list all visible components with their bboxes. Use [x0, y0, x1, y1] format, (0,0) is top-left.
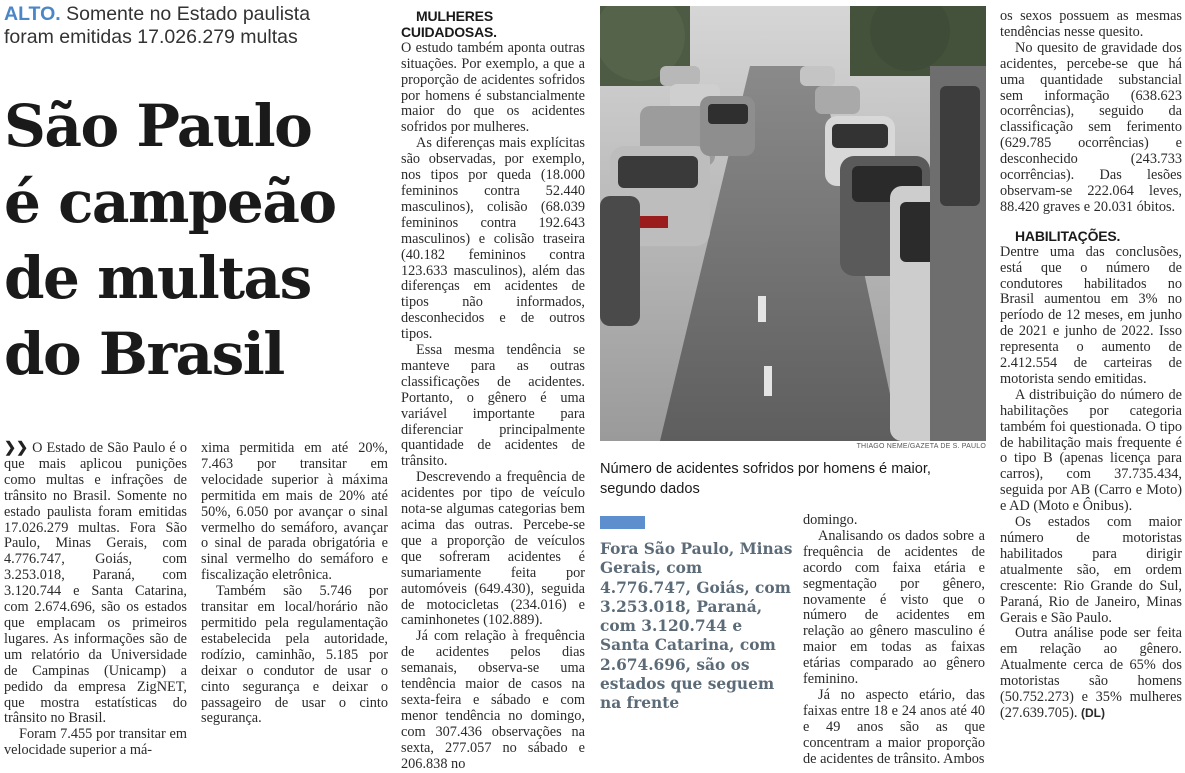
article-column-4 [803, 513, 985, 768]
kicker-tag: ALTO. [4, 3, 61, 25]
photo-credit: THIAGO NEME/GAZETA DE S. PAULO [856, 443, 986, 450]
paragraph [1000, 626, 1182, 721]
article-column-1 [4, 441, 187, 759]
kicker [4, 3, 384, 49]
paragraph: Descrevendo a frequência de acidentes por tipo de veículo nota-se algumas categorias bem acima das outras. Percebe-se que a proporção de veículos que sofreram acidentes é sumariamente feita por automóveis (649.430), seguida de motocicletas (234.016) e caminhonetes (102.889). [401, 469, 585, 629]
headline-line-2: é campeão [4, 168, 336, 236]
kicker-line1: Somente no Estado paulista [60, 3, 311, 25]
author-signature: (DL) [1081, 705, 1106, 720]
paragraph: As diferenças mais explícitas são observadas, por exemplo, nos tipos por queda (18.000 femininos contra 52.440 masculinos), colisão (68.039 femininos contra 192.643 masculinos) e colisão traseira (40.182 femininos contra 123.633 masculinos), além das diferenças em acidentes de tipos não informados, desconhecidos e de outros tipos. [401, 135, 585, 343]
paragraph: Foram 7.455 por transitar em velocidade superior a má- [4, 726, 187, 759]
section-heading-mulheres: MULHERES CUIDADOSAS. [401, 8, 497, 40]
paragraph: Os estados com maior número de motoristas habilitados para dirigir atualmente são, em ordem crescente: Rio Grande do Sul, Paraná, Rio de Janeiro, Minas Gerais e São Paulo. [1000, 514, 1182, 626]
pullquote: Fora São Paulo, Minas Gerais, com 4.776.747, Goiás, com 3.253.018, Paraná, com 3.120.744 e Santa Catarina, com 2.674.696, são os estados que seguem na frente [600, 540, 793, 713]
closing-text: Outra análise pode ser feita em relação ao gênero. Atualmente cerca de 65% dos motoristas são homens (50.752.273) e 35% mulheres (27.639.705). [1000, 625, 1182, 721]
headline-line-4: do Brasil [4, 320, 284, 388]
paragraph: Já com relação à frequência de acidentes pelos dias semanais, observa-se uma tendência maior de casos na sexta-feira e sábado e com menor tendência no domingo, com 307.436 observações na sexta, 277.057 no sábado e 206.838 no [401, 628, 585, 772]
traffic-photo [600, 6, 986, 441]
paragraph: Já no aspecto etário, das faixas entre 18 e 24 anos até 40 e 49 anos são as que concentram a maior proporção de acidentes de trânsito. Ambos [803, 686, 985, 767]
paragraph: Analisando os dados sobre a frequência de acidentes de acordo com faixa etária e segmentação por gênero, novamente é visto que o número de acidentes em relação ao gênero masculino é maior em todas as faixas etárias comparado ao gênero feminino. [803, 527, 985, 688]
paragraph: domingo. [803, 512, 858, 528]
headline [4, 88, 384, 392]
article-column-5 [1000, 9, 1182, 722]
paragraph: os sexos possuem as mesmas tendências nesse quesito. [1000, 8, 1182, 40]
lead-text: O Estado de São Paulo é o que mais aplicou punições como multas e infrações de trânsito no Brasil. Somente no estado paulista foram emitidas 17.026.279 multas. Fora São Paulo, Minas Gerais, com 4.776.747, Goiás, com 3.253.018, Paraná, com 3.120.744 e Santa Catarina, com 2.674.696, são os estados que emplacam os primeiros lugares. As informações são de um relatório da Universidade de Campinas (Unicamp) a pedido da empresa ZigNET, que mostra estatísticas do trânsito no Brasil. [4, 440, 188, 727]
headline-line-3: de multas [4, 244, 311, 312]
section-heading-habilitacoes: HABILITAÇÕES. [1015, 227, 1121, 244]
pullquote-bar [600, 516, 645, 529]
photo-caption: Número de acidentes sofridos por homens é maior, segundo dados [600, 461, 931, 497]
paragraph: Dentre uma das conclusões, está que o número de condutores habilitados no Brasil aumentou em 3% no período de 12 meses, em junho de 2021 e junho de 2022. Isso representa o aumento de 2.412.554 de carteiras de motorista sendo emitidas. [1000, 243, 1182, 387]
traffic-jam-image [600, 6, 986, 441]
kicker-line2: foram emitidas 17.026.279 multas [4, 26, 298, 48]
paragraph: Também são 5.746 por transitar em local/horário não permitido pela regulamentação estabelecida pela autoridade, rodízio, caminhão, 5.185 por deixar o condutor de usar o cinto segurança e deixar o passageiro de usar o cinto segurança. [201, 583, 388, 727]
paragraph: Essa mesma tendência se manteve para as outras classificações de acidentes. Portanto, o gênero é uma variável importante para diferenciar principalmente quantidade de acidentes de trânsito. [401, 342, 585, 470]
article-column-3 [401, 9, 585, 773]
paragraph: A distribuição do número de habilitações por categoria também foi questionada. O tipo de habilitação mais frequente é o tipo B (apenas licença para carros), com 37.735.434, seguida por AB (Carro e Moto) e AD (Moto e Ônibus). [1000, 386, 1182, 515]
paragraph: No quesito de gravidade dos acidentes, percebe-se que há uma quantidade substancial sem informação (638.623 ocorrências), seguido da classificação sem ferimento (629.785 ocorrências) e desconhecido (243.733 ocorrências). Das lesões observam-se 222.064 leves, 88.420 graves e 20.031 óbitos. [1000, 39, 1182, 215]
paragraph [4, 441, 187, 727]
article-column-2 [201, 441, 388, 727]
paragraph: O estudo também aponta outras situações. Por exemplo, a que a proporção de acidentes sofridos por homens é substancialmente maior do que os acidentes sofridos por mulheres. [401, 39, 585, 136]
paragraph: xima permitida em até 20%, 7.463 por transitar em velocidade superior à máxima permitida em mais de 20% até 50%, 6.050 por avançar o sinal vermelho do semáforo, avançar o sinal de parada obrigatória e sinal vermelho do semáforo e fiscalização eletrônica. [201, 440, 388, 584]
chevron-right-icon: ❯❯ [4, 440, 28, 456]
headline-line-1: São Paulo [4, 92, 312, 160]
